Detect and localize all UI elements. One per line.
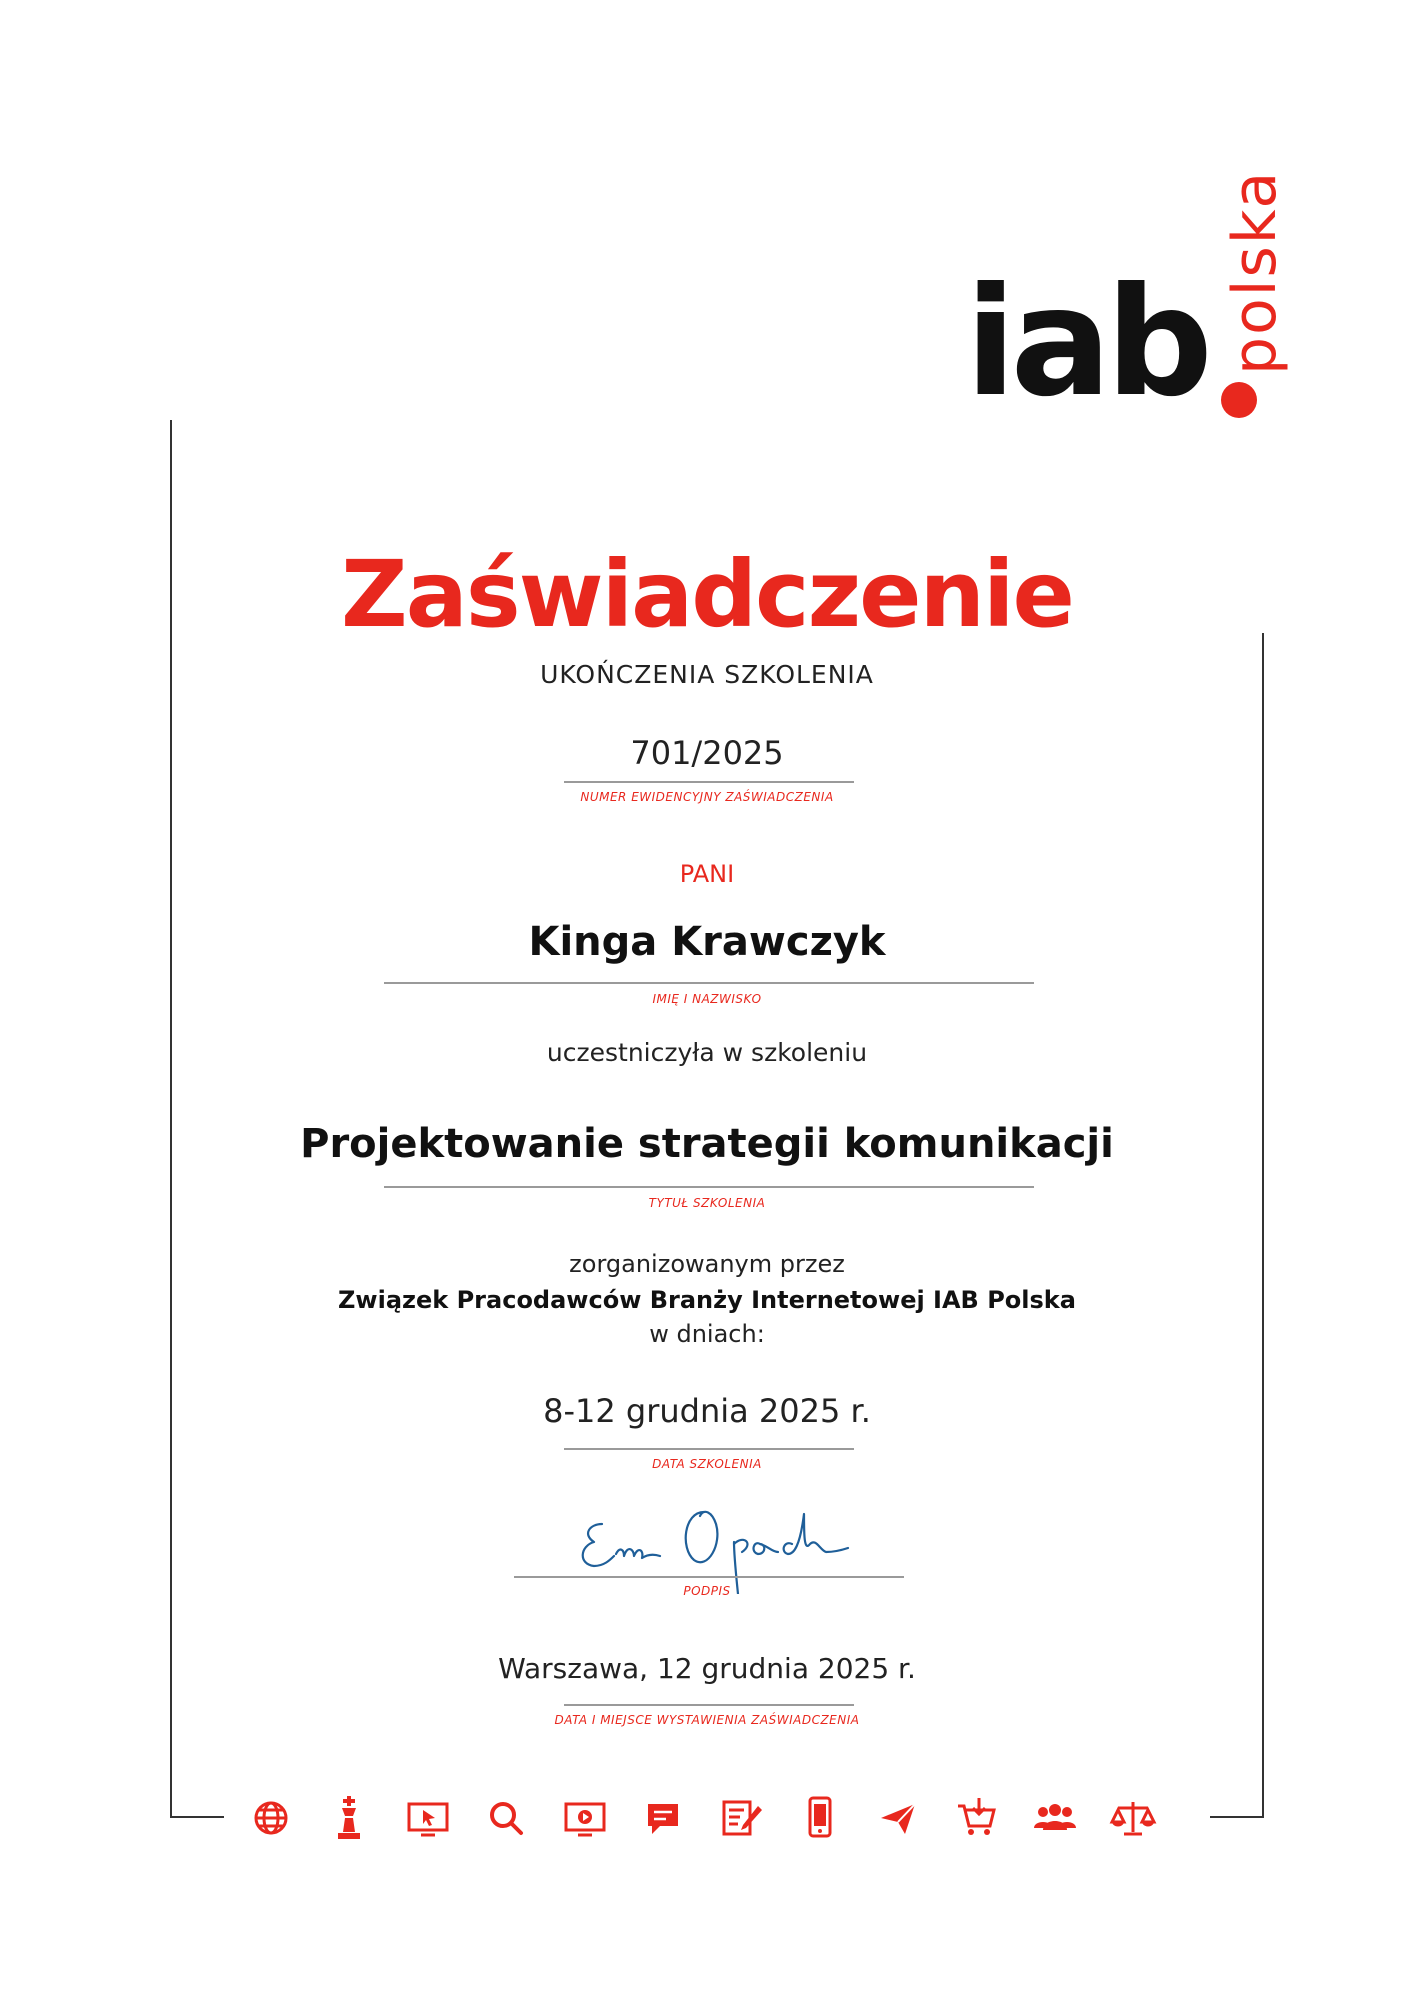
icon-row bbox=[246, 1788, 1186, 1848]
document-edit-icon bbox=[716, 1788, 766, 1848]
organized-text: zorganizowanym przez bbox=[569, 1250, 845, 1278]
signature-caption: PODPIS bbox=[683, 1584, 731, 1598]
dates-underline bbox=[564, 1448, 854, 1450]
frame-bottom-left-line bbox=[170, 1816, 224, 1818]
iab-polska-logo bbox=[965, 150, 1290, 430]
users-group-icon bbox=[1030, 1788, 1080, 1848]
chat-bubble-icon bbox=[638, 1788, 688, 1848]
signature-underline bbox=[514, 1576, 904, 1578]
in-days-text: w dniach: bbox=[649, 1320, 765, 1348]
certificate-number: 701/2025 bbox=[630, 734, 784, 772]
course-title: Projektowanie strategii komunikacji bbox=[300, 1121, 1114, 1167]
smartphone-icon bbox=[795, 1788, 845, 1848]
organizer-name: Związek Pracodawców Branży Internetowej IAB Polska bbox=[338, 1286, 1076, 1314]
course-underline bbox=[384, 1186, 1034, 1188]
logo-main-text: iab bbox=[965, 256, 1208, 430]
salutation: PANI bbox=[679, 860, 735, 888]
place-and-date: Warszawa, 12 grudnia 2025 r. bbox=[498, 1652, 916, 1685]
globe-icon bbox=[246, 1788, 296, 1848]
place-date-underline bbox=[564, 1704, 854, 1706]
certificate-title: Zaświadczenie bbox=[341, 541, 1073, 648]
logo-red-dot bbox=[1221, 382, 1257, 418]
logo-side-text: polska bbox=[1220, 169, 1290, 375]
monitor-cursor-icon bbox=[403, 1788, 453, 1848]
magnifier-icon bbox=[481, 1788, 531, 1848]
name-underline bbox=[384, 982, 1034, 984]
scales-icon bbox=[1108, 1788, 1158, 1848]
paper-plane-icon bbox=[873, 1788, 923, 1848]
frame-bottom-right-line bbox=[1210, 1816, 1264, 1818]
training-dates: 8-12 grudnia 2025 r. bbox=[543, 1392, 871, 1430]
participant-name: Kinga Krawczyk bbox=[528, 919, 886, 965]
chess-king-icon bbox=[324, 1788, 374, 1848]
video-player-icon bbox=[560, 1788, 610, 1848]
participated-text: uczestniczyła w szkoleniu bbox=[546, 1038, 868, 1067]
course-caption: TYTUŁ SZKOLENIA bbox=[648, 1196, 766, 1210]
shopping-cart-icon bbox=[952, 1788, 1002, 1848]
dates-caption: DATA SZKOLENIA bbox=[652, 1457, 762, 1471]
place-date-caption: DATA I MIEJSCE WYSTAWIENIA ZAŚWIADCZENIA bbox=[554, 1713, 860, 1727]
name-caption: IMIĘ I NAZWISKO bbox=[652, 992, 762, 1006]
handwritten-signature bbox=[572, 1494, 872, 1594]
number-underline bbox=[564, 781, 854, 783]
certificate-subtitle: UKOŃCZENIA SZKOLENIA bbox=[540, 660, 874, 689]
number-caption: NUMER EWIDENCYJNY ZAŚWIADCZENIA bbox=[580, 790, 834, 804]
frame-right-line bbox=[1262, 633, 1264, 1818]
